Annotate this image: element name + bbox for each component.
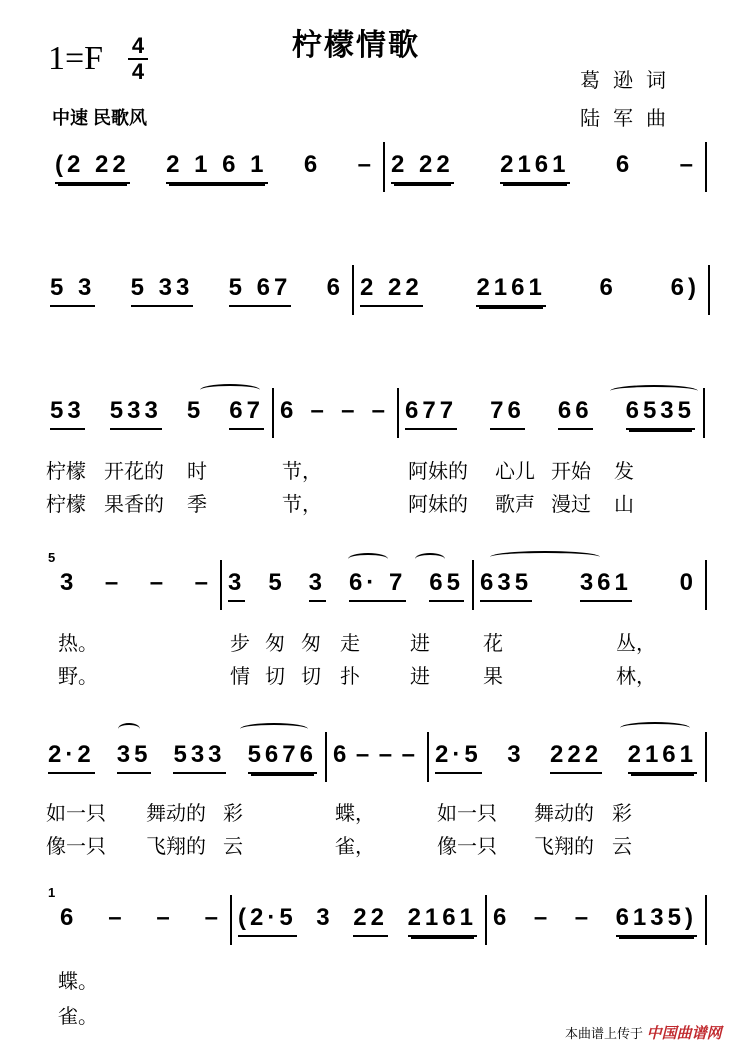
measure [60, 570, 212, 600]
note-group: 5 67 [229, 275, 292, 307]
lyric-verse1: 时 [187, 459, 207, 483]
lyric-verse2: 扑 [340, 664, 360, 688]
note-group: 6 [60, 904, 78, 931]
barline [485, 895, 487, 945]
note-group: 2161 [628, 742, 697, 774]
slur [200, 384, 260, 396]
lyric-verse2: 季 [187, 492, 207, 516]
measure [48, 742, 317, 774]
lyric-verse1: 开花的 [104, 459, 164, 483]
note-group: 6 [333, 741, 351, 768]
lyric-verse1: 花 [483, 631, 503, 655]
lyric-verse2: 飞翔的 [534, 834, 594, 858]
lyric-verse2: 雀， [335, 834, 375, 858]
lyric-verse2: 果香的 [104, 492, 164, 516]
note-group: 677 [405, 398, 457, 430]
barline [352, 265, 354, 315]
upload-text: 本曲谱上传于 [565, 1026, 644, 1041]
lyric-verse1: 热。 [58, 631, 98, 655]
barline [705, 560, 707, 610]
lyric-verse2: 切 [265, 664, 285, 688]
hold-dash: – [156, 904, 174, 931]
barline [472, 560, 474, 610]
hold-dash: – [194, 569, 212, 596]
lyric-verse1: 心儿 [495, 459, 535, 483]
hold-dash: – [679, 151, 697, 178]
lyric-verse2: 歌声 [495, 492, 535, 516]
note-group: 3 [228, 570, 245, 602]
slur [620, 722, 690, 734]
lyric-verse1: 蝶， [335, 801, 375, 825]
lyric-verse1: 彩 [223, 801, 243, 825]
time-signature [128, 34, 148, 84]
lyric-verse2: 野。 [58, 664, 98, 688]
note-group: 5 [268, 569, 286, 596]
lyric-verse1: 进 [410, 631, 430, 655]
lyric-verse2: 云 [612, 834, 632, 858]
hold-dash: – [378, 741, 397, 768]
note-group: 3 [507, 741, 525, 768]
measure [60, 905, 222, 935]
barline [705, 732, 707, 782]
lyric-verse1: 走 [340, 631, 360, 655]
measure [333, 742, 419, 772]
note-group: 2 1 6 1 [166, 152, 267, 184]
lyric-verse1: 匆 [265, 631, 285, 655]
note-group: 3 [60, 569, 78, 596]
lyricist-credit: 葛逊词 [580, 70, 679, 92]
lyric-verse2: 像一只 [46, 834, 106, 858]
note-group: 66 [558, 398, 593, 430]
barline [272, 388, 274, 438]
lyric-verse1: 如一只 [46, 801, 106, 825]
barline [383, 142, 385, 192]
lyric-verse1: 舞动的 [534, 801, 594, 825]
note-group: 6 [493, 904, 511, 931]
note-group: 53 [50, 398, 85, 430]
note-group: 6 [326, 274, 344, 301]
lyric-verse2: 果 [483, 664, 503, 688]
note-group: 3 [309, 570, 326, 602]
lyric-verse1: 发 [614, 459, 634, 483]
measure [435, 742, 697, 774]
note-group: 533 [110, 398, 162, 430]
note-group: 22 [353, 905, 388, 937]
hold-dash: – [574, 904, 593, 931]
hold-dash: – [357, 151, 375, 178]
hold-dash: – [355, 741, 374, 768]
measure [228, 570, 464, 602]
note-group: 361 [580, 570, 632, 602]
hold-dash: – [401, 741, 419, 768]
note-group: 6· 7 [349, 570, 406, 602]
barline [397, 388, 399, 438]
note-group: 5676 [248, 742, 317, 774]
lyric-verse1: 节， [282, 459, 322, 483]
measure [391, 152, 697, 184]
note-group: 533 [173, 742, 225, 774]
measure [55, 152, 375, 184]
note-group: 5 33 [131, 275, 194, 307]
note-group: 6135) [616, 905, 697, 937]
slur [610, 385, 698, 397]
barline [705, 142, 707, 192]
measure [238, 905, 477, 937]
lyric-verse2: 漫过 [551, 492, 591, 516]
lyric-verse1: 柠檬 [46, 459, 86, 483]
slur [490, 551, 600, 563]
hold-dash: – [371, 397, 389, 424]
lyric-verse1: 丛， [616, 631, 656, 655]
hold-dash: – [149, 569, 168, 596]
lyric-verse1: 步 [230, 631, 250, 655]
measure [360, 275, 700, 307]
lyric-verse2: 山 [614, 492, 634, 516]
key-signature: 1=F [48, 40, 104, 77]
note-group: 76 [490, 398, 525, 430]
measure [50, 398, 264, 430]
slur [118, 723, 140, 735]
lyric-verse2: 进 [410, 664, 430, 688]
barline [230, 895, 232, 945]
note-group: 222 [550, 742, 602, 774]
lyric-verse2: 雀。 [58, 1004, 98, 1028]
note-group: 2161 [500, 152, 569, 184]
barline [705, 895, 707, 945]
note-group: (2·5 [238, 905, 297, 937]
note-group: 65 [429, 570, 464, 602]
lyric-verse1: 蝶。 [58, 969, 98, 993]
barline [325, 732, 327, 782]
barline [708, 265, 710, 315]
lyric-verse1: 阿妹的 [408, 459, 468, 483]
hold-dash: – [108, 904, 126, 931]
note-group: 3 [316, 904, 334, 931]
slur [348, 553, 388, 565]
note-group: 2·5 [435, 742, 482, 774]
note-group: 2 22 [360, 275, 423, 307]
lyric-verse2: 云 [223, 834, 243, 858]
hold-dash: – [104, 569, 123, 596]
lyric-verse2: 节， [282, 492, 322, 516]
lyric-verse2: 阿妹的 [408, 492, 468, 516]
note-group: 2 22 [391, 152, 454, 184]
cue-marker: 5 [48, 550, 56, 565]
lyric-verse2: 切 [301, 664, 321, 688]
note-group: 2·2 [48, 742, 95, 774]
time-signature-top: 4 [131, 33, 145, 58]
measure [405, 398, 695, 430]
note-group: 35 [117, 742, 152, 774]
lyric-verse2: 像一只 [437, 834, 497, 858]
barline [703, 388, 705, 438]
note-group: (2 22 [55, 152, 130, 184]
lyric-verse2: 林， [616, 664, 656, 688]
hold-dash: – [533, 904, 552, 931]
song-title: 柠檬情歌 [292, 29, 420, 62]
barline [427, 732, 429, 782]
measure [50, 275, 344, 307]
note-group: 6 [599, 274, 617, 301]
note-group: 2161 [476, 275, 545, 307]
note-group: 67 [229, 398, 264, 430]
site-logo: 中国曲谱网 [646, 1025, 722, 1042]
lyric-verse1: 彩 [612, 801, 632, 825]
slur [240, 723, 308, 735]
note-group: 6 [615, 151, 634, 178]
hold-dash: – [341, 397, 359, 424]
time-signature-bottom: 4 [131, 59, 145, 84]
lyric-verse2: 飞翔的 [146, 834, 206, 858]
measure [280, 398, 389, 428]
measure [493, 905, 697, 937]
measure [480, 570, 697, 602]
note-group: 635 [480, 570, 532, 602]
watermark [565, 1022, 722, 1043]
lyric-verse2: 柠檬 [46, 492, 86, 516]
note-group: 5 3 [50, 275, 95, 307]
hold-dash: – [204, 904, 222, 931]
lyric-verse1: 开始 [551, 459, 591, 483]
note-group: 6 [303, 151, 322, 178]
tempo-marking: 中速 民歌风 [52, 108, 148, 128]
cue-marker: 1 [48, 885, 56, 900]
hold-dash: – [310, 397, 328, 424]
note-group: 6) [670, 274, 700, 301]
composer-credit: 陆军曲 [580, 108, 679, 130]
slur [415, 553, 445, 565]
note-group: 6 [280, 397, 298, 424]
lyric-verse1: 舞动的 [146, 801, 206, 825]
lyric-verse1: 匆 [301, 631, 321, 655]
note-group: 0 [679, 569, 697, 596]
lyric-verse2: 情 [230, 664, 250, 688]
lyric-verse1: 如一只 [437, 801, 497, 825]
barline [220, 560, 222, 610]
note-group: 6535 [626, 398, 695, 430]
note-group: 5 [186, 397, 205, 424]
note-group: 2161 [408, 905, 477, 937]
